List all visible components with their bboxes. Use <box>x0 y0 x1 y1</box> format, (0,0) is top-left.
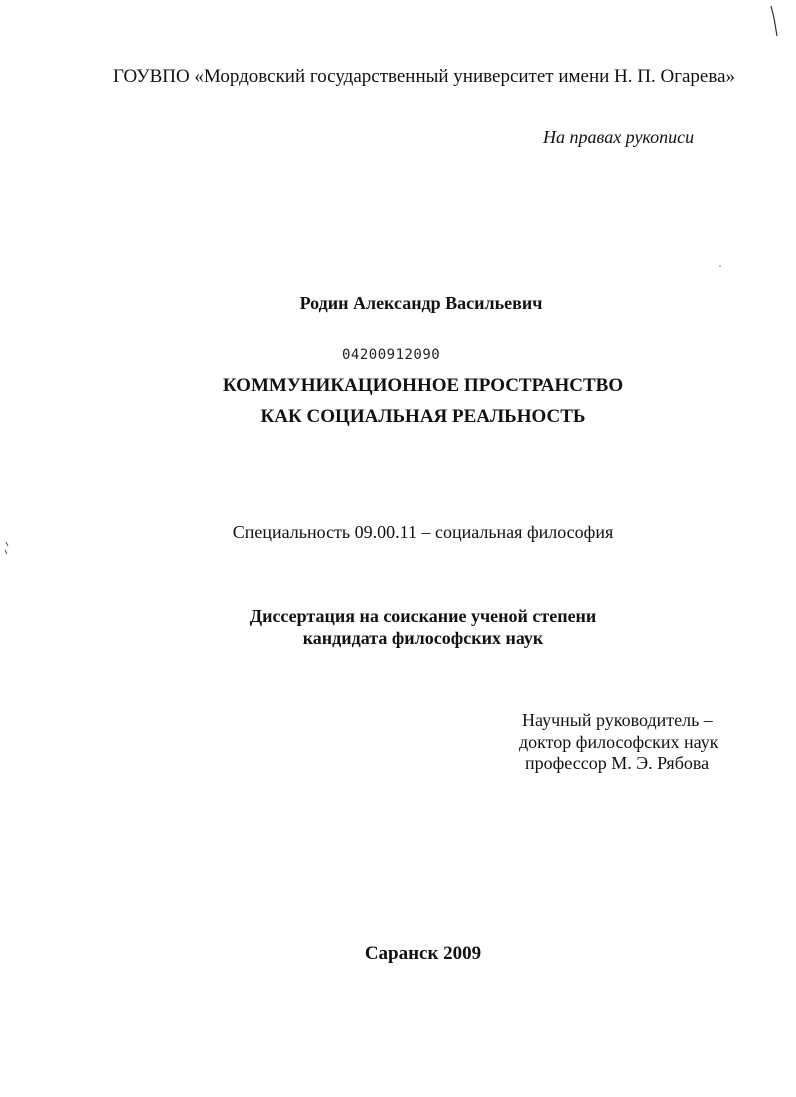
supervisor-line-1: Научный руководитель – <box>522 710 713 730</box>
dissertation-line-2: кандидата философских наук <box>302 628 544 648</box>
city-year: Саранск 2009 <box>364 943 482 964</box>
manuscript-note: На правах рукописи <box>543 127 695 147</box>
scan-mark-left <box>3 540 11 556</box>
author-name: Родин Александр Васильевич <box>299 293 543 313</box>
registration-number: 04200912090 <box>342 347 441 363</box>
supervisor-line-2: доктор философских наук <box>519 732 719 752</box>
title-line-1: КОММУНИКАЦИОННОЕ ПРОСТРАНСТВО <box>222 375 624 396</box>
specialty: Специальность 09.00.11 – социальная философия <box>232 522 614 542</box>
scan-mark-top-right <box>768 4 782 38</box>
institution-name: ГОУВПО «Мордовский государственный университет имени Н. П. Огарева» <box>112 66 736 87</box>
scan-dot <box>718 264 722 268</box>
dissertation-line-1: Диссертация на соискание ученой степени <box>249 606 597 626</box>
supervisor-line-3: профессор М. Э. Рябова <box>525 753 710 773</box>
title-line-2: КАК СОЦИАЛЬНАЯ РЕАЛЬНОСТЬ <box>260 406 586 427</box>
